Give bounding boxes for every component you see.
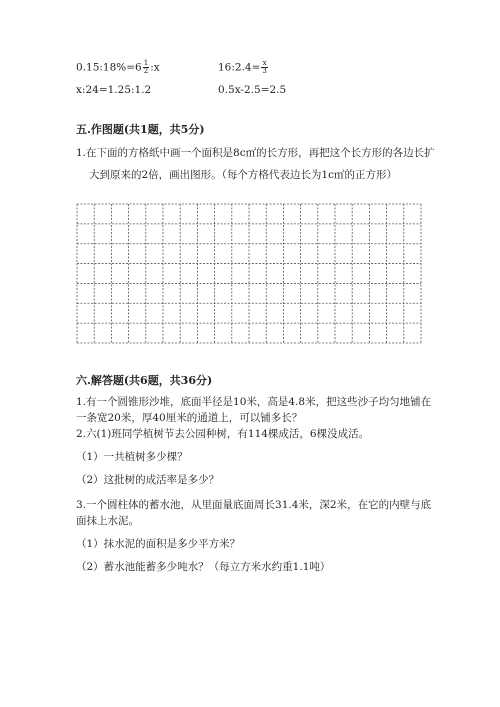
equation-1-left: 0.15:18%=6 xyxy=(76,61,142,74)
section-6-question-2-sub-2: （2）这批树的成活率是多少？ xyxy=(76,474,220,486)
fraction-numerator: 1 xyxy=(143,59,149,67)
section-6-question-3-sub-2: （2）蓄水池能蓄多少吨水？（每立方米水约重1.1吨） xyxy=(76,561,331,573)
section-6-question-1-line-2: 一条宽20米，厚40厘米的通道上，可以铺多长？ xyxy=(76,412,303,424)
section-6-question-3-sub-1: （1）抹水泥的面积是多少平方米？ xyxy=(76,538,241,550)
section-6-question-2: 2.六(1)班同学植树节去公园种树，有114棵成活，6棵没成活。 xyxy=(76,428,370,440)
fraction-numerator: x xyxy=(262,59,267,67)
equation-4: 0.5x-2.5=2.5 xyxy=(218,84,287,96)
equation-3: x:24=1.25:1.2 xyxy=(76,84,152,96)
section-6-question-1-line-1: 1.有一个圆锥形沙堆，底面半径是10米，高是4.8米，把这些沙子均匀地铺在 xyxy=(76,396,432,408)
section-6-question-3-line-1: 3.一个圆柱体的蓄水池，从里面量底面周长31.4米，深2米，在它的内壁与底 xyxy=(76,499,432,511)
grid-paper[interactable] xyxy=(76,203,422,344)
equation-2-left: 16:2.4= xyxy=(218,61,261,74)
equation-2-fraction xyxy=(261,60,267,75)
section-5-question-1-line-2: 大到原来的2倍，画出图形。（每个方格代表边长为1c㎡的正方形） xyxy=(89,169,397,181)
section-6-question-3-line-2: 面抹上水泥。 xyxy=(76,515,139,527)
equation-1-fraction xyxy=(143,60,149,75)
section-5-title: 五.作图题(共1题，共5分) xyxy=(76,123,205,136)
section-6-question-2-sub-1: （1）一共植树多少棵？ xyxy=(76,451,188,463)
section-5-question-1-line-1: 1.在下面的方格纸中画一个面积是8c㎡的长方形，再把这个长方形的各边长扩 xyxy=(76,147,435,159)
equation-1-right: :x xyxy=(150,61,160,74)
fraction-denominator: 3 xyxy=(262,67,267,75)
section-6-title: 六.解答题(共6题，共36分) xyxy=(76,374,213,387)
fraction-denominator: 2 xyxy=(143,67,149,75)
equation-1 xyxy=(76,60,160,75)
equation-2 xyxy=(218,60,269,75)
